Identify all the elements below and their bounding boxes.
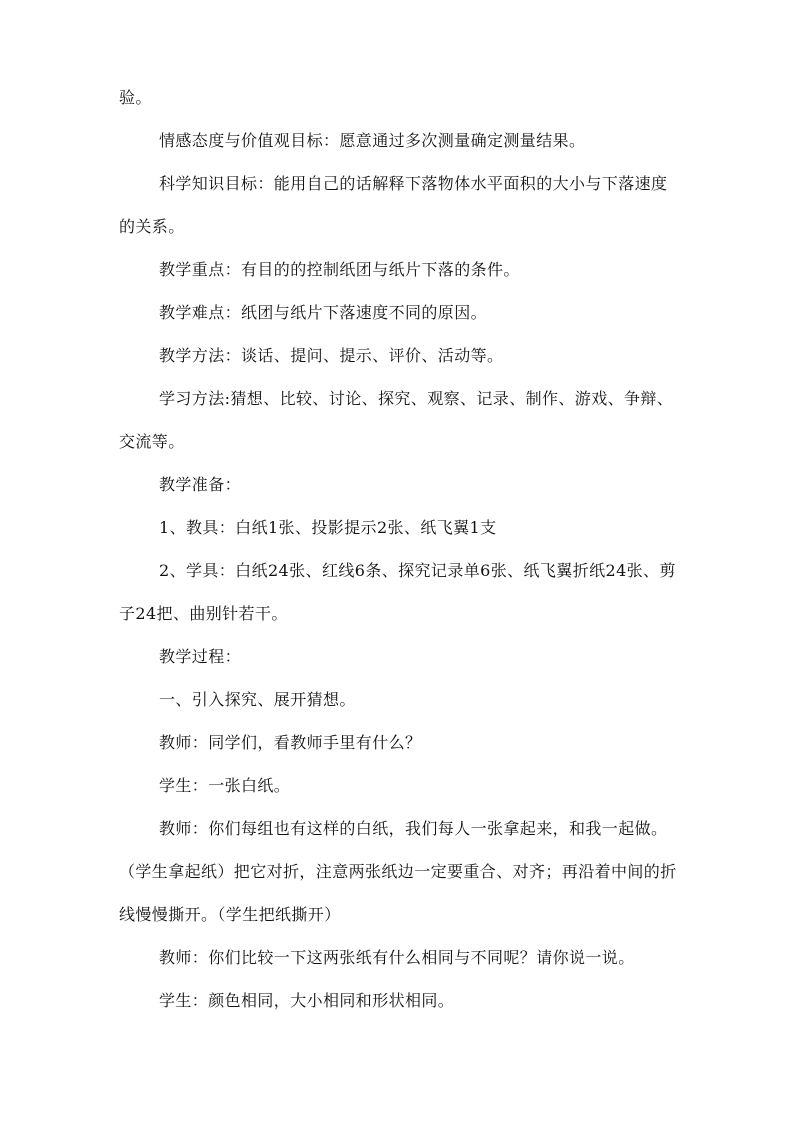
- paragraph-emotion-goal: 情感态度与价值观目标：愿意通过多次测量确定测量结果。: [159, 131, 586, 150]
- paragraph-continuation: 验。: [119, 88, 152, 107]
- paragraph-student-compare-answer: 学生：颜色相同，大小相同和形状相同。: [159, 991, 455, 1010]
- paragraph-section-one-heading: 一、引入探究、展开猜想。: [159, 690, 356, 709]
- paragraph-teaching-focus: 教学重点：有目的的控制纸团与纸片下落的条件。: [159, 260, 520, 279]
- paragraph-teaching-aids: 1、教具：白纸1张、投影提示2张、纸飞翼1支: [159, 518, 497, 537]
- paragraph-teaching-method: 教学方法：谈话、提问、提示、评价、活动等。: [159, 346, 504, 365]
- paragraph-student-answer: 学生：一张白纸。: [159, 776, 291, 795]
- paragraph-teaching-difficulty: 教学难点：纸团与纸片下落速度不同的原因。: [159, 303, 488, 322]
- paragraph-preparation-heading: 教学准备：: [159, 475, 242, 494]
- paragraph-teacher-question: 教师：同学们，看教师手里有什么？: [159, 733, 422, 752]
- paragraph-teacher-instruction: 教师：你们每组也有这样的白纸，我们每人一张拿起来，和我一起做。（学生拿起纸）把它对折，注意两张纸边一定要重合、对齐；再沿着中间的折线慢慢撕开。（学生把纸撕开）: [119, 819, 677, 924]
- paragraph-teacher-compare: 教师：你们比较一下这两张纸有什么相同与不同呢？请你说一说。: [159, 948, 635, 967]
- paragraph-process-heading: 教学过程：: [159, 647, 242, 666]
- paragraph-learning-method: 学习方法:猜想、比较、讨论、探究、观察、记录、制作、游戏、争辩、交流等。: [119, 389, 674, 451]
- paragraph-knowledge-goal: 科学知识目标：能用自己的话解释下落物体水平面积的大小与下落速度的关系。: [119, 174, 668, 236]
- paragraph-student-materials: 2、学具：白纸24张、红线6条、探究记录单6张、纸飞翼折纸24张、剪子24把、曲别针若干。: [119, 561, 676, 623]
